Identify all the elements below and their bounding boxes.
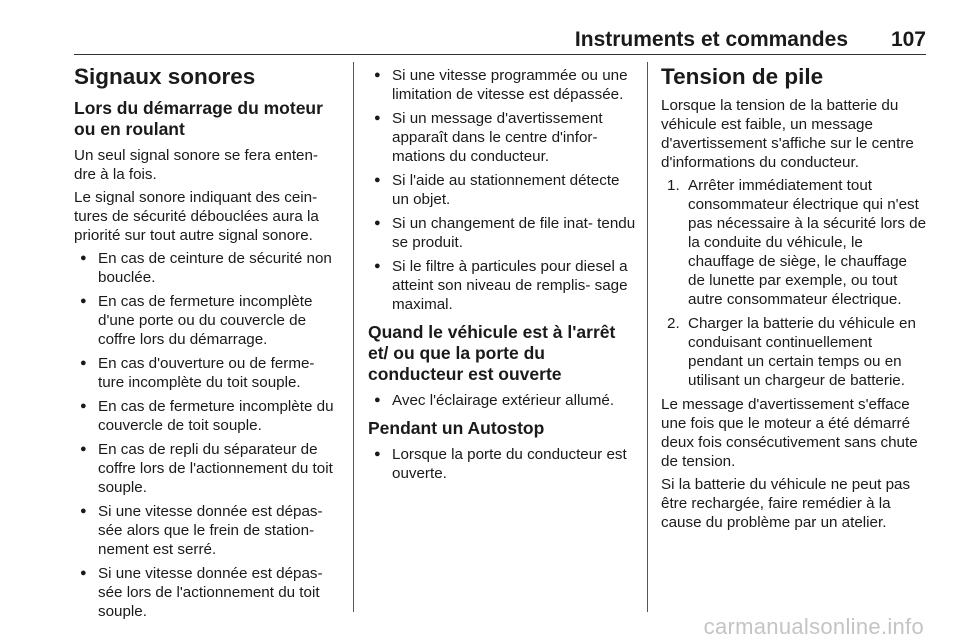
paragraph: Si la batterie du véhicule ne peut pas être rechargée, faire remédier à la cause du problème par un atelier. bbox=[661, 476, 911, 531]
list-item: ● Si l'aide au stationnement détecte un objet. bbox=[368, 171, 638, 209]
paragraph: Un seul signal sonore se fera enten- dre à la fois. bbox=[74, 147, 318, 183]
list-item: ● Lorsque la porte du conducteur est ouverte. bbox=[368, 445, 638, 483]
paragraph: Le message d'avertissement s'efface une fois que le moteur a été démarré deux fois consécutivement sans chute de tension. bbox=[661, 396, 918, 470]
subsection-title-demarrage: Lors du démarrage du moteur ou en roulant bbox=[74, 98, 323, 139]
list-item: ● En cas de fermeture incomplète d'une porte ou du couvercle de coffre lors du démarrage. bbox=[74, 292, 342, 349]
list-item bbox=[661, 176, 927, 309]
list-item: ● En cas d'ouverture ou de ferme- ture incomplète du toit souple. bbox=[74, 354, 342, 392]
list-item: ● Si un message d'avertissement apparaît dans le centre d'infor- mations du conducteur. bbox=[368, 109, 638, 166]
watermark-text: carmanualsonline.info bbox=[703, 614, 924, 639]
list-item: ● Si le filtre à particules pour diesel a atteint son niveau de remplis- sage maximal. bbox=[368, 257, 638, 314]
bullet-list bbox=[368, 66, 638, 314]
section-title-signaux-sonores: Signaux sonores bbox=[74, 64, 256, 89]
list-item: ● Si un changement de file inat- tendu se produit. bbox=[368, 214, 638, 252]
list-item: ● Si une vitesse donnée est dépas- sée alors que le frein de station- nement est serré. bbox=[74, 502, 342, 559]
column-left bbox=[74, 60, 342, 626]
list-item: ● Si une vitesse programmée ou une limitation de vitesse est dépassée. bbox=[368, 66, 638, 104]
step-number: 2. bbox=[667, 315, 680, 332]
chapter-title: Instruments et commandes bbox=[574, 28, 848, 51]
subsection-title-arret: Quand le véhicule est à l'arrêt et/ ou que la porte du conducteur est ouverte bbox=[368, 322, 616, 384]
numbered-list bbox=[661, 176, 927, 390]
step-text: Charger la batterie du véhicule en conduisant continuellement pendant un certain temps ou en utilisant un chargeur de batterie. bbox=[688, 315, 916, 389]
bullet-list bbox=[368, 445, 638, 483]
list-item: ● Si une vitesse donnée est dépas- sée lors de l'actionnement du toit souple. bbox=[74, 564, 342, 621]
column-right bbox=[661, 60, 927, 536]
list-item: ● En cas de repli du séparateur de coffre lors de l'actionnement du toit souple. bbox=[74, 440, 342, 497]
section-title-tension-de-pile: Tension de pile bbox=[661, 64, 824, 89]
page-number: 107 bbox=[890, 28, 926, 51]
list-item: ● En cas de fermeture incomplète du couvercle de toit souple. bbox=[74, 397, 342, 435]
list-item bbox=[661, 314, 927, 390]
subsection-title-autostop: Pendant un Autostop bbox=[368, 418, 545, 438]
column-middle bbox=[368, 60, 638, 488]
step-text: Arrêter immédiatement tout consommateur électrique qui n'est pas nécessaire à la sécurité lors de la conduite du véhicule, le chauffage de siège, le chauffage de lunette par exemple, ou tout autre consommateur électrique. bbox=[688, 177, 927, 308]
page-header bbox=[74, 26, 926, 55]
bullet-list bbox=[74, 249, 342, 621]
list-item: ● En cas de ceinture de sécurité non bouclée. bbox=[74, 249, 342, 287]
paragraph: Lorsque la tension de la batterie du véhicule est faible, un message d'avertissement s'affiche sur le centre d'informations du conducteur. bbox=[661, 97, 914, 171]
paragraph: Le signal sonore indiquant des cein- tures de sécurité débouclées aura la priorité sur tout autre signal sonore. bbox=[74, 189, 319, 244]
list-item: ● Avec l'éclairage extérieur allumé. bbox=[368, 391, 638, 410]
column-divider bbox=[353, 62, 354, 612]
step-number: 1. bbox=[667, 177, 680, 194]
bullet-list bbox=[368, 391, 638, 410]
column-divider bbox=[647, 62, 648, 612]
